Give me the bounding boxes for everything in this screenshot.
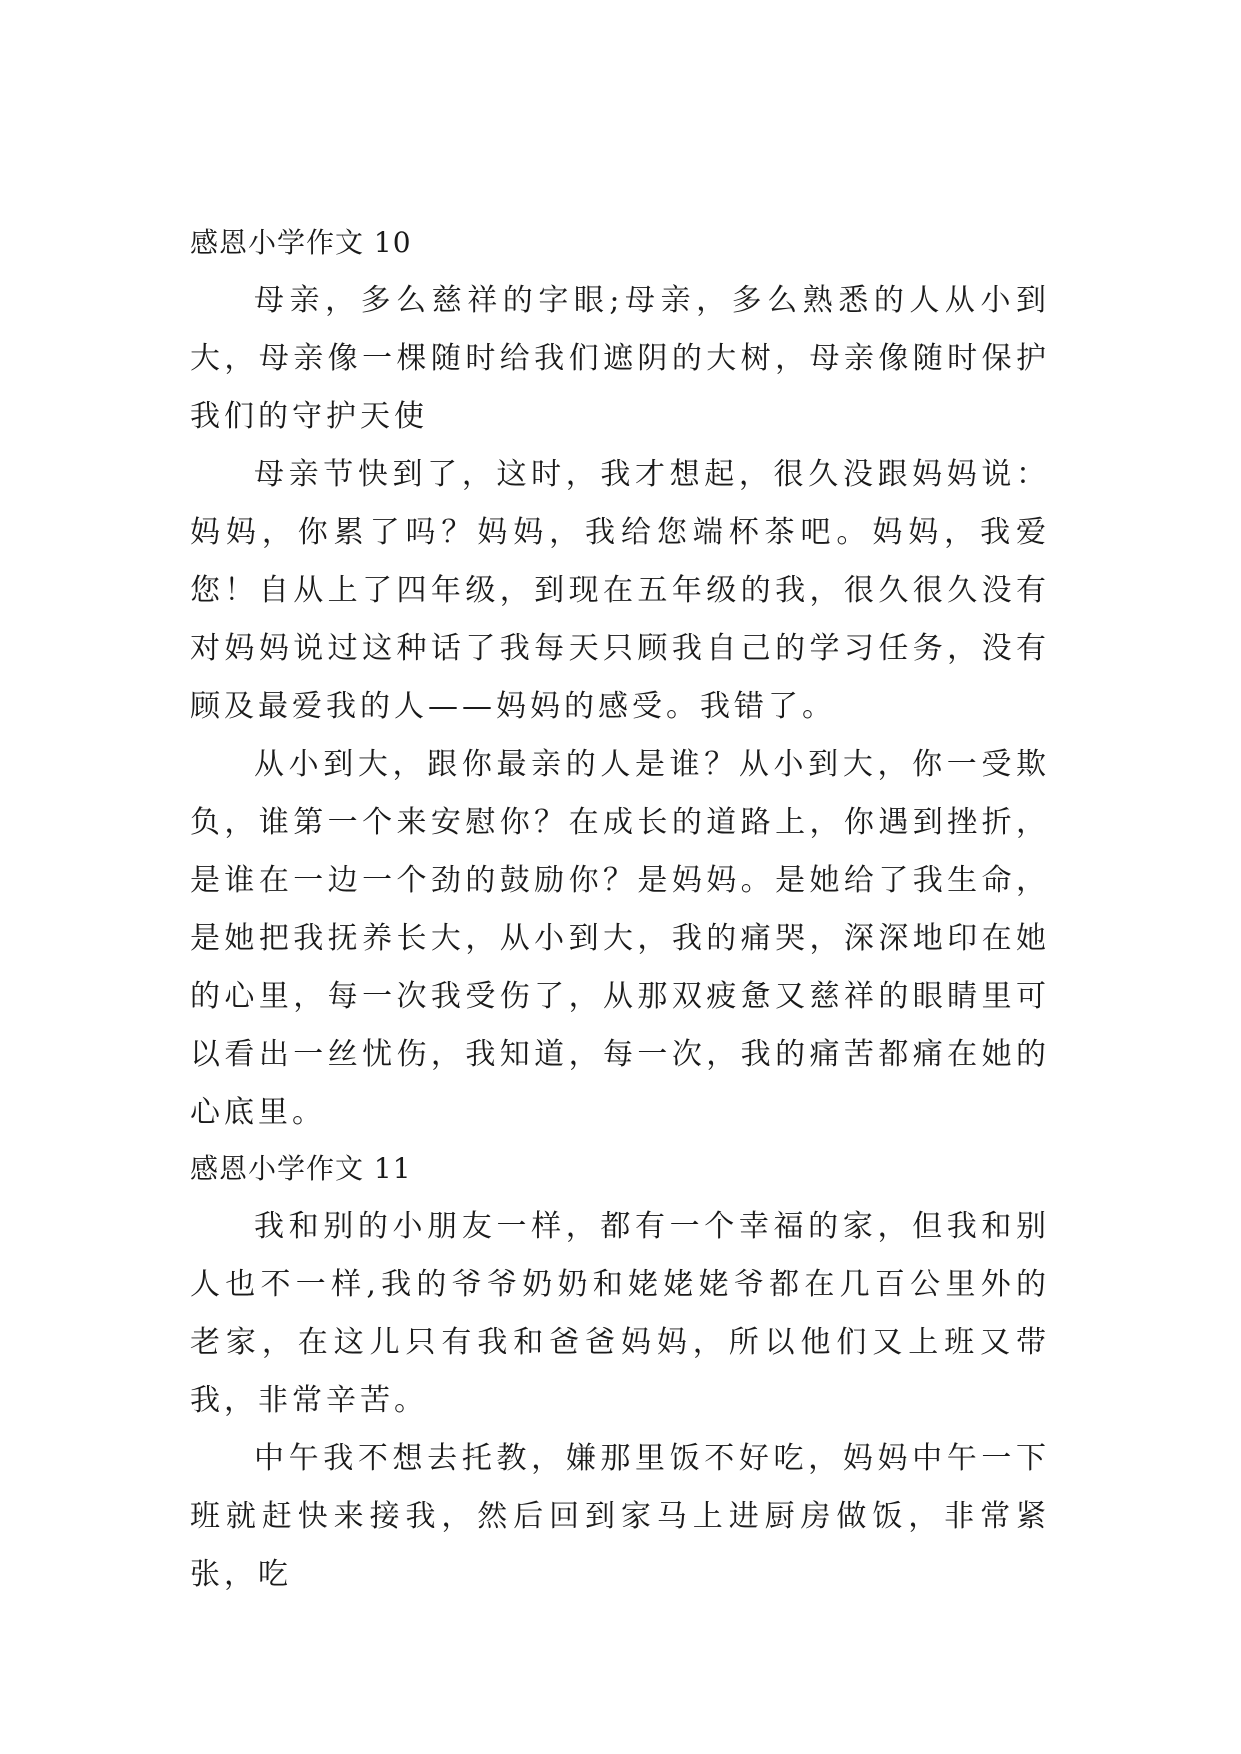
essay-heading: 感恩小学作文 11	[190, 1152, 412, 1185]
essay-section-10	[190, 214, 1050, 1142]
essay-section-11	[190, 1140, 1050, 1604]
essay-heading: 感恩小学作文 10	[190, 226, 412, 259]
essay-paragraph: 母亲节快到了，这时，我才想起，很久没跟妈妈说：妈妈，你累了吗？妈妈，我给您端杯茶吧。妈妈，我爱您！自从上了四年级，到现在五年级的我，很久很久没有对妈妈说过这种话了我每天只顾我自己的学习任务，没有顾及最爱我的人——妈妈的感受。我错了。	[190, 457, 1050, 724]
essay-paragraph: 从小到大，跟你最亲的人是谁？从小到大，你一受欺负，谁第一个来安慰你？在成长的道路上，你遇到挫折，是谁在一边一个劲的鼓励你？是妈妈。是她给了我生命，是她把我抚养长大，从小到大，我的痛哭，深深地印在她的心里，每一次我受伤了，从那双疲惫又慈祥的眼睛里可以看出一丝忧伤，我知道，每一次，我的痛苦都痛在她的心底里。	[190, 747, 1050, 1130]
essay-paragraph: 中午我不想去托教，嫌那里饭不好吃，妈妈中午一下班就赶快来接我，然后回到家马上进厨房做饭，非常紧张，吃	[190, 1441, 1050, 1592]
essay-paragraph: 我和别的小朋友一样，都有一个幸福的家，但我和别人也不一样,我的爷爷奶奶和姥姥姥爷都在几百公里外的老家，在这儿只有我和爸爸妈妈，所以他们又上班又带我，非常辛苦。	[190, 1209, 1050, 1418]
essay-paragraph: 母亲，多么慈祥的字眼;母亲，多么熟悉的人从小到大，母亲像一棵随时给我们遮阴的大树，母亲像随时保护我们的守护天使	[190, 283, 1050, 434]
